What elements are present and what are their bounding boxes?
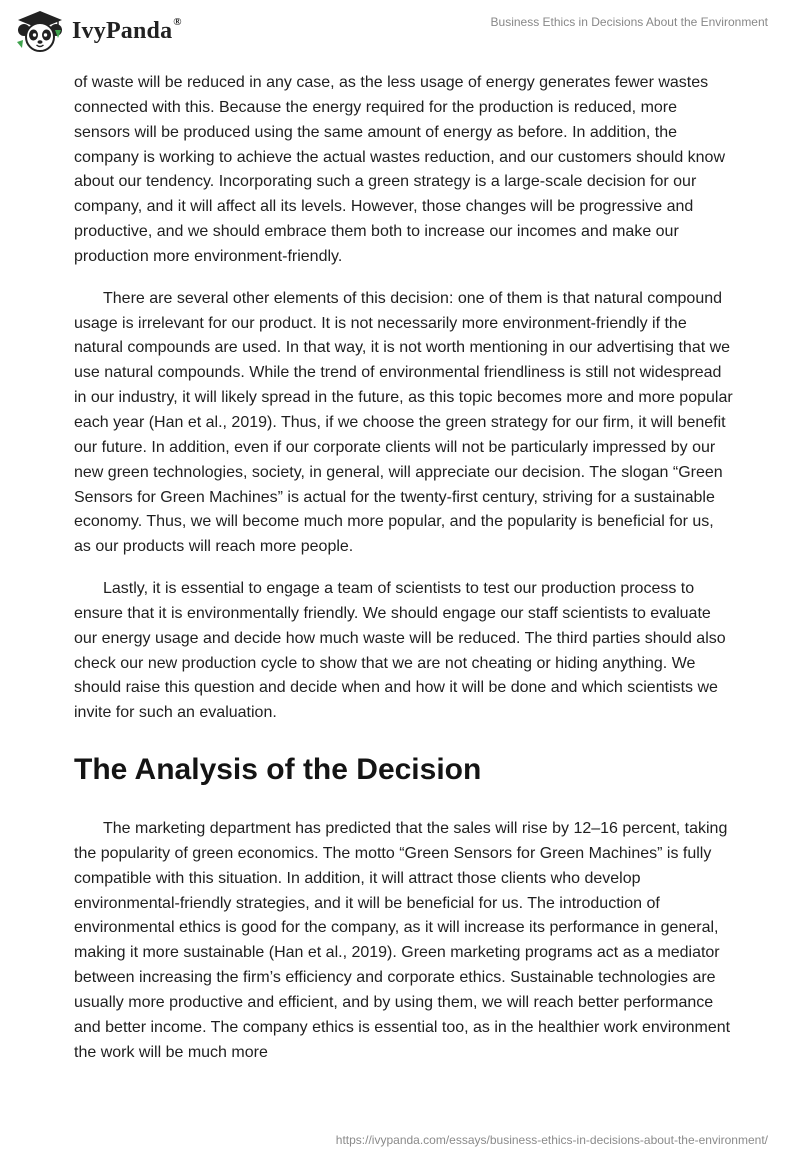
panda-graduate-icon (14, 8, 66, 52)
essay-body (74, 71, 734, 1066)
paragraph-continuation: of waste will be reduced in any case, as the less usage of energy generates fewer wastes connected with this. Because the energy required for the production is reduced, more sensors will be produced using the same amount of energy as before. In addition, the company is working to achieve the actual wastes reduction, and our customers should know about our tendency. Incorporating such a green strategy is a large-scale decision for our company, and it will affect all its levels. However, those changes will be progressive and productive, and we should embrace them both to increase our incomes and make our production more environment-friendly. (74, 74, 726, 265)
paragraph: The marketing department has predicted that the sales will rise by 12–16 percent, taking the popularity of green economics. The motto “Green Sensors for Green Machines” is fully compatible with this situation. In addition, it will attract those clients who develop environmental-friendly strategies, and it will be beneficial for us. The introduction of environmental ethics is good for the company, as it will increase its performance in general, making it more sustainable (Han et al., 2019). Green marketing programs act as a mediator between increasing the firm’s efficiency and corporate ethics. Sustainable technologies are usually more productive and efficient, and by using them, we will reach better performance and better income. The company ethics is essential too, as in the healthier work environment the work will be much more (74, 820, 731, 1061)
paragraph: Lastly, it is essential to engage a team of scientists to test our production process to ensure that it is environmentally friendly. We should engage our staff scientists to evaluate our energy usage and decide how much waste will be reduced. The third parties should also check our new production cycle to show that we are not cheating or hiding anything. We should raise this question and decide when and how it will be done and which scientists we invite for such an evaluation. (74, 580, 726, 722)
section-heading: The Analysis of the Decision (74, 753, 482, 787)
brand-name: IvyPanda® (72, 15, 182, 44)
document-title: Business Ethics in Decisions About the Environment (490, 15, 768, 29)
source-url[interactable]: https://ivypanda.com/essays/business-ethics-in-decisions-about-the-environment/ (335, 1133, 768, 1147)
paragraph: There are several other elements of this decision: one of them is that natural compound usage is irrelevant for our product. It is not necessarily more environment-friendly if the natural compounds are used. In that way, it is not worth mentioning in our advertising that we use natural compounds. While the trend of environmental friendliness is still not widespread in our industry, it will likely spread in the future, as this topic becomes more and more popular each year (Han et al., 2019). Thus, if we choose the green strategy for our firm, it will benefit our future. In addition, even if our corporate clients will not be particularly impressed by our new green technologies, society, in general, will appreciate our decision. The slogan “Green Sensors for Green Machines” is actual for the twenty-first century, striving for a sustainable economy. Thus, we will become much more popular, and the popularity is beneficial for us, as our products will reach more people. (74, 289, 733, 556)
ivypanda-logo[interactable] (14, 8, 182, 52)
page-header (0, 0, 800, 70)
